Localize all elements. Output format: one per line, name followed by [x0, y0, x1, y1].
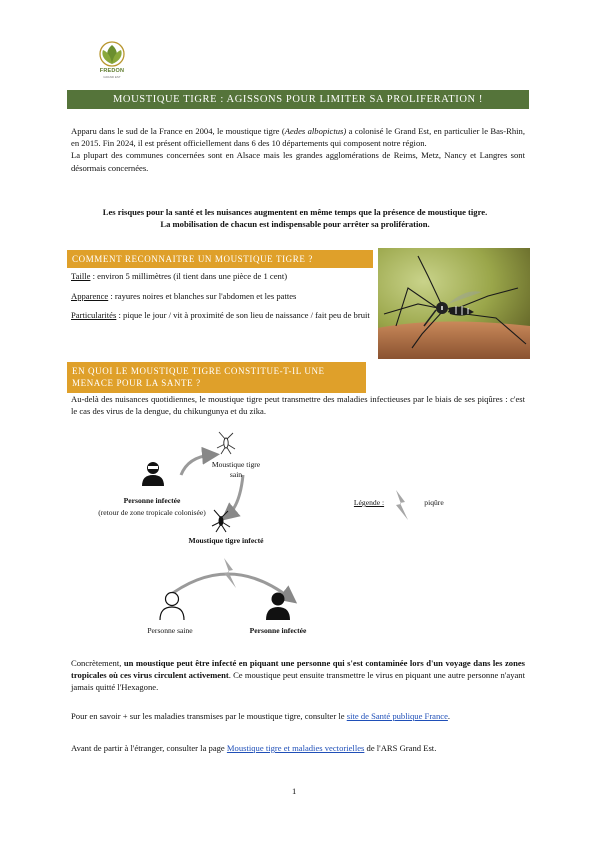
- page-title: MOUSTIQUE TIGRE : AGISSONS POUR LIMITER SA PROLIFERATION !: [67, 90, 529, 109]
- appearance-text: : rayures noires et blanches sur l'abdomen et les pattes: [108, 291, 297, 301]
- intro-text-2: La plupart des communes concernées sont en Alsace mais les grandes agglomérations de Reims, Metz, Nancy et Langres sont désormais concernées.: [71, 150, 525, 173]
- diagram-arrows: [68, 430, 538, 655]
- more-info-text: Pour en savoir + sur les maladies transmises par le moustique tigre, consulter le: [71, 711, 347, 721]
- leaf-emblem-icon: [92, 40, 132, 70]
- size-text: : environ 5 millimètres (il tient dans une pièce de 1 cent): [90, 271, 288, 281]
- species-name: Aedes albopictus): [284, 126, 347, 136]
- healthy-mosquito-icon: [215, 430, 237, 456]
- mosquito-photo: [378, 248, 530, 359]
- infected-person-note: (retour de zone tropicale colonisée): [98, 508, 206, 517]
- warning-block: [60, 206, 530, 230]
- healthy-mosquito-label: Moustique tigre sain: [211, 460, 261, 479]
- appearance-label: Apparence: [71, 291, 109, 301]
- conclusion-text-a: Concrètement,: [71, 658, 124, 668]
- logo-subtitle: GRAND EST: [103, 75, 121, 79]
- infected-person-2-label: Personne infectée: [249, 626, 307, 635]
- travel-paragraph: [71, 742, 525, 754]
- infected-person-label: Personne infectée: [123, 496, 181, 505]
- infected-mosquito-icon: [210, 508, 232, 534]
- particularities-text: : pique le jour / vit à proximité de son lieu de naissance / fait peu de bruit: [116, 310, 370, 320]
- legend-bite-icon: [393, 490, 411, 520]
- particularities-label: Particularités: [71, 310, 117, 320]
- threat-paragraph: Au-delà des nuisances quotidiennes, le moustique tigre peut transmettre des maladies infectieuses par le biais de ses piqûres : c'est le cas des virus de la dengue, du chikungunya et du zika.: [71, 394, 525, 417]
- intro-text-b: a colonisé le Grand Est, en particulier le Bas-Rhin, en 2015. Fin 2024, il est présent officiellement dans 6 des 10 départements qui composent notre région.: [71, 126, 525, 149]
- conclusion-text-b: . Ce moustique peut ensuite transmettre le virus en piquant une autre personne n'ayant jamais quitté l'Hexagone.: [71, 670, 525, 693]
- travel-text: Avant de partir à l'étranger, consulter la page: [71, 743, 227, 753]
- legend-label: Légende :: [353, 498, 385, 507]
- section-title-recognize: COMMENT RECONNAITRE UN MOUSTIQUE TIGRE ?: [67, 250, 373, 268]
- ars-link[interactable]: Moustique tigre et maladies vectorielles: [226, 743, 365, 753]
- warning-line-2: La mobilisation de chacun est indispensable pour arrêter sa prolifération.: [160, 219, 430, 230]
- healthy-person-label: Personne saine: [147, 626, 193, 635]
- appearance-line: [71, 290, 371, 302]
- particularities-line: [71, 309, 371, 321]
- warning-line-1: Les risques pour la santé et les nuisances augmentent en même temps que la présence de moustique tigre.: [102, 207, 488, 217]
- intro-text-a: Apparu dans le sud de la France en 2004, le moustique tigre (: [71, 126, 285, 136]
- size-label: Taille: [71, 271, 91, 281]
- more-info-end: .: [447, 711, 451, 721]
- travel-end: de l'ARS Grand Est.: [364, 743, 437, 753]
- bite-icon: [221, 558, 239, 588]
- infected-person-icon: [140, 460, 166, 486]
- size-line: [71, 270, 371, 282]
- page-number: 1: [292, 786, 297, 796]
- tiger-mosquito-image: [378, 248, 530, 359]
- conclusion-bold: un moustique peut être infecté en piquant une personne qui s'est contaminée lors d'un voyage dans les zones tropicales où ces virus circulent activement: [71, 658, 526, 681]
- infected-mosquito-label: Moustique tigre infecté: [188, 536, 264, 545]
- transmission-diagram: [68, 430, 538, 655]
- sante-publique-link[interactable]: site de Santé publique France: [346, 711, 448, 721]
- healthy-person-icon: [158, 590, 186, 620]
- more-info-paragraph: [71, 710, 525, 722]
- intro-paragraph: [71, 125, 525, 174]
- infected-person-2-icon: [264, 590, 292, 620]
- logo-name: FREDON: [99, 68, 125, 74]
- legend-item: piqûre: [424, 498, 444, 507]
- conclusion-paragraph: [71, 657, 525, 694]
- section-title-threat: EN QUOI LE MOUSTIQUE TIGRE CONSTITUE-T-IL UNE MENACE POUR LA SANTE ?: [67, 362, 366, 393]
- fredon-logo: [92, 40, 132, 88]
